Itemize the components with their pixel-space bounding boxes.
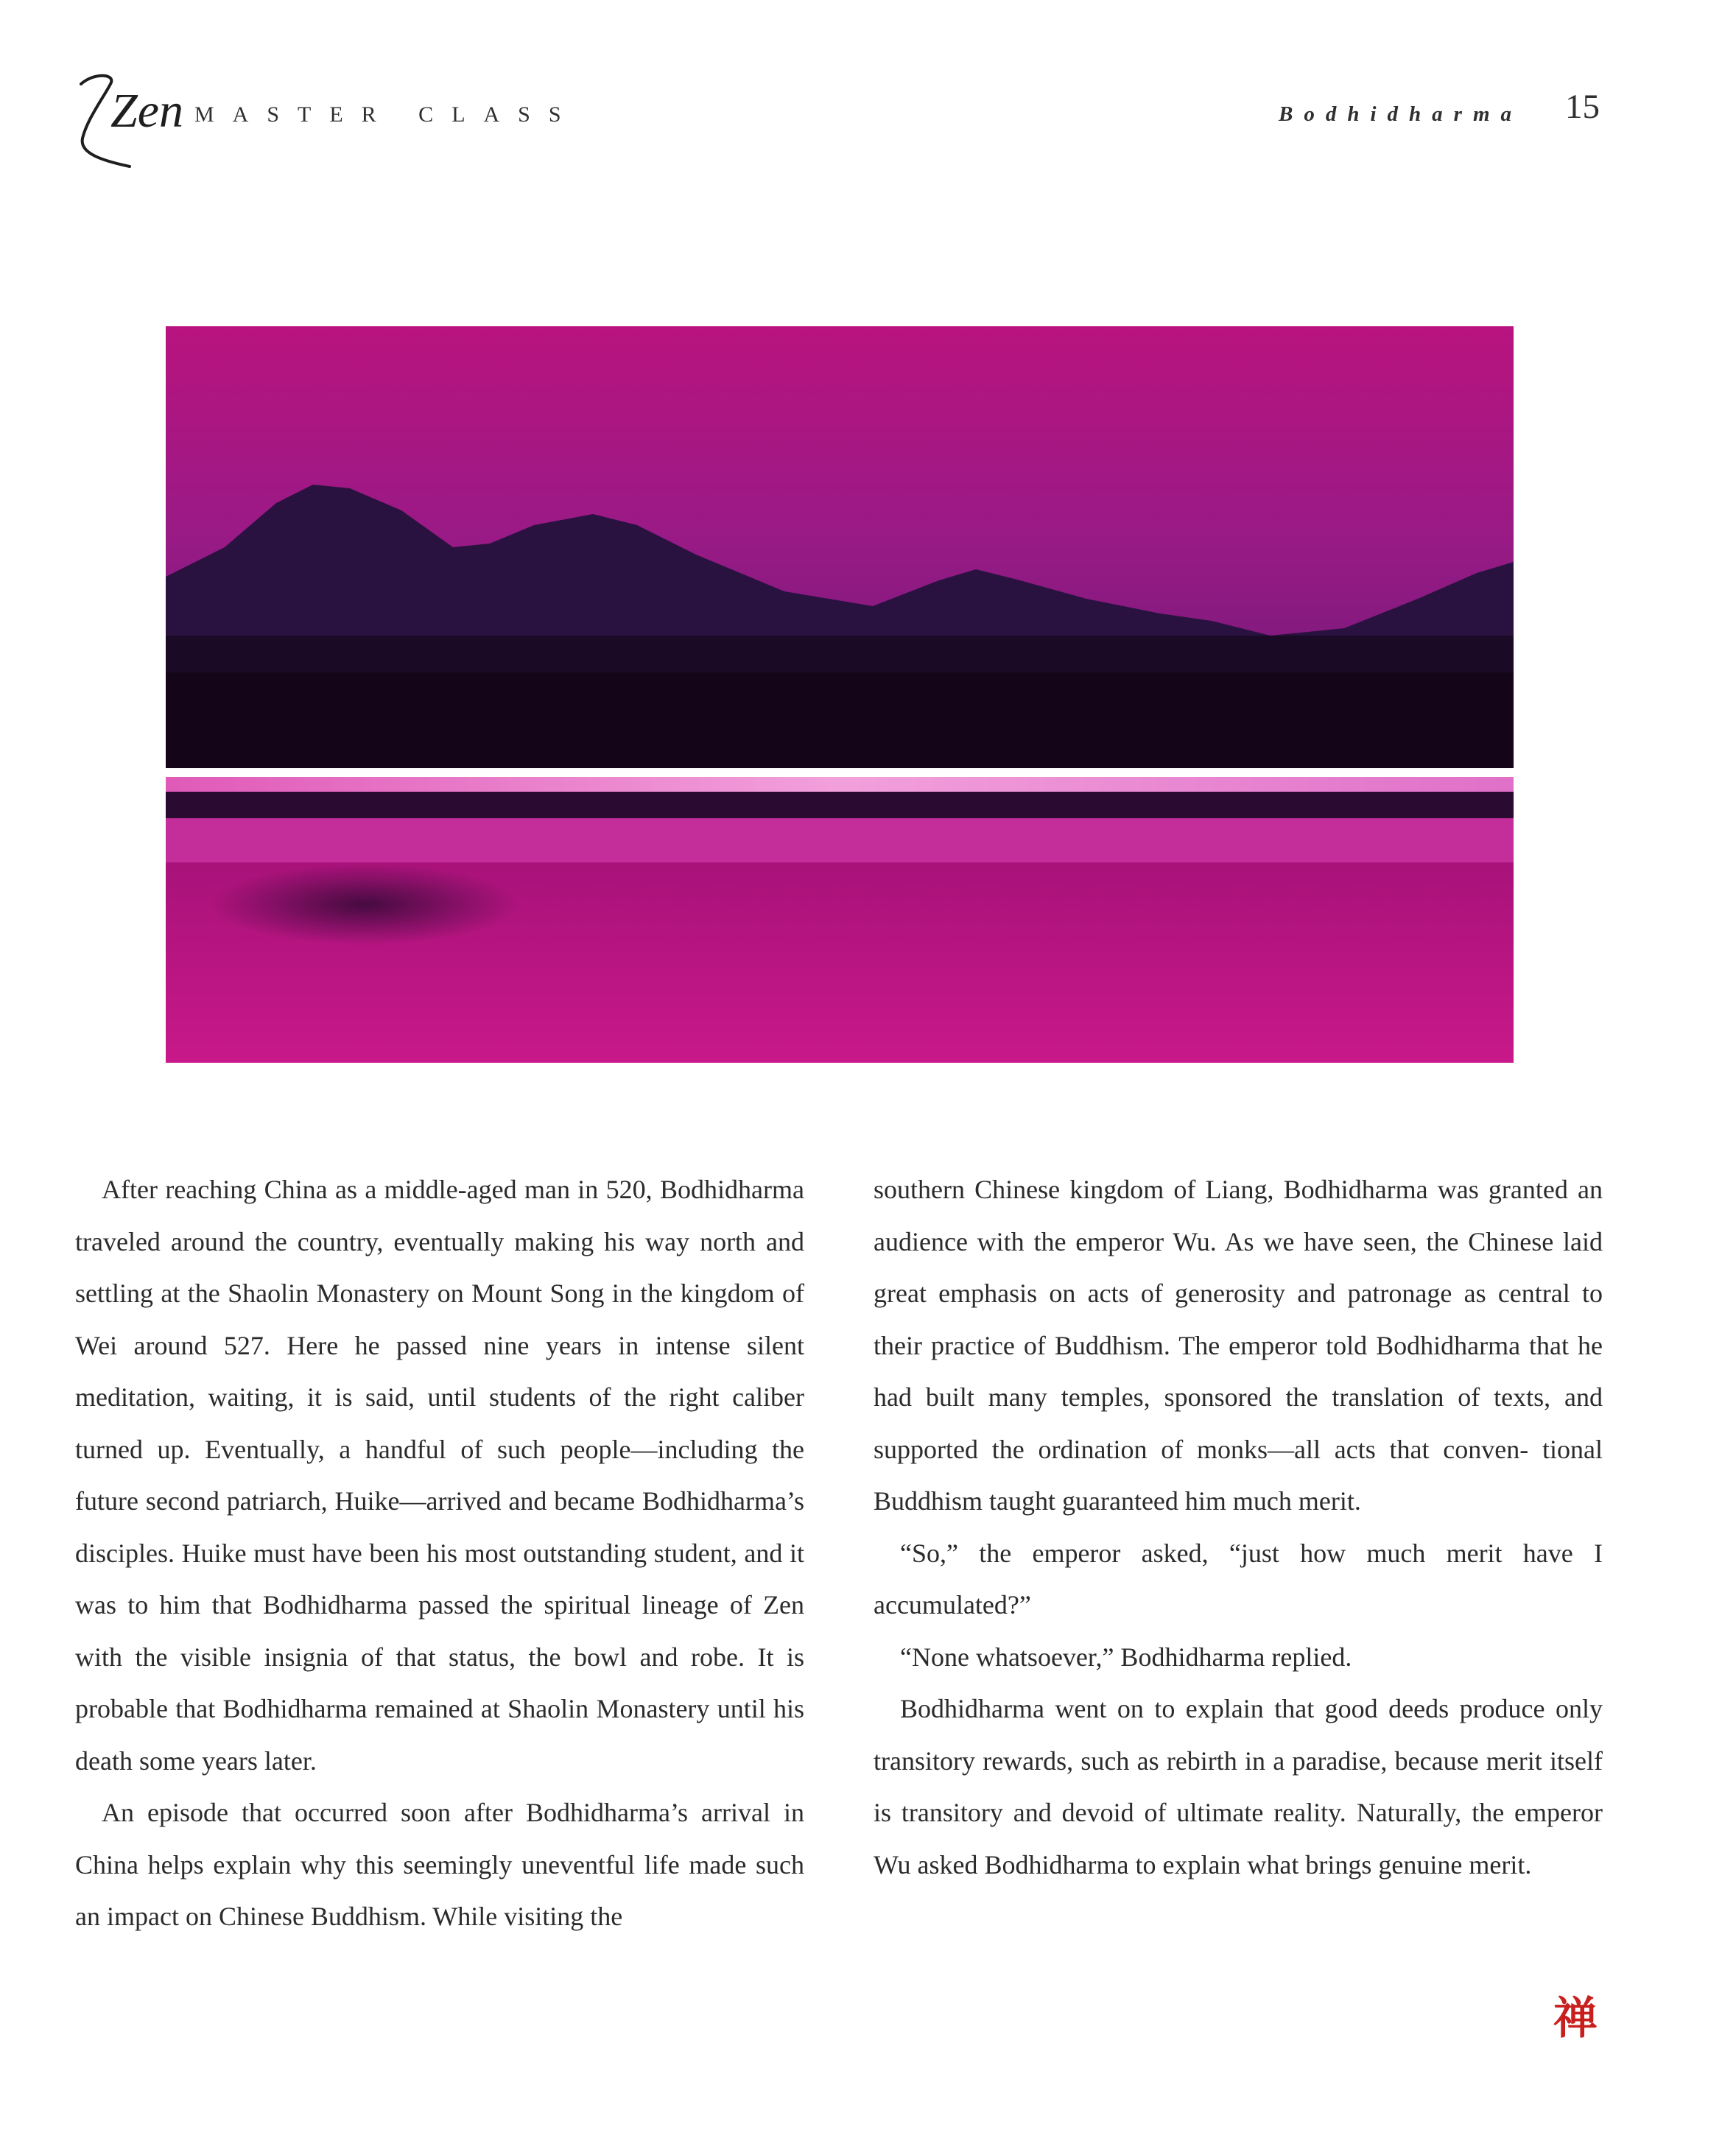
page-number: 15 [1565, 88, 1600, 126]
light-strip-2 [166, 818, 1514, 862]
series-title: MASTER CLASS [194, 102, 580, 127]
paragraph: “None whatsoever,” Bodhidharma replied. [900, 1642, 1352, 1672]
paragraph: After reaching China as a middle-aged man in 520, Bodhidharma traveled around the country, eventually making his way north and settling at the Shaolin Monastery on Mount Song in the kingdom of Wei around 527. Here he passed nine years in intense silent meditation, waiting, it is said, until students of the right caliber turned up. Eventually, a handful of such people—including the future second patriarch, Huike—arrived and became Bodhidharma’s disciples. Huike must have been his most outstanding student, and it was to him that Bodhidharma passed the spiritual lineage of Zen with the visible insignia of that status, the bowl and robe. It is probable that Bodhidharma remained at Shaolin Monastery until his death some years later. [75, 1175, 804, 1776]
far-water [166, 672, 1514, 768]
paragraph: Bodhidharma went on to explain that good deeds produce only transitory rewards, such as rebirth in a paradise, because merit itself is transitory and devoid of ultimate reality. Naturally, the emperor Wu asked Bodhidharma to explain what brings genuine merit. [874, 1694, 1603, 1880]
paragraph: “So,” the emperor asked, “just how much merit have I accumulated?” [874, 1538, 1603, 1620]
chapter-title: Bodhidharma [1279, 102, 1522, 126]
water-shadow [210, 864, 519, 945]
right-column [874, 1164, 1603, 1891]
left-column [75, 1164, 804, 1943]
paragraph: southern Chinese kingdom of Liang, Bodhidharma was granted an audience with the emperor Wu. As we have seen, the Chinese laid great emphasis on acts of generosity and patronage as central to their practice of Buddhism. The emperor told Bodhidharma that he had built many temples, sponsored the translation of texts, and supported the ordination of monks—all acts that conven- tional Buddhism taught guaranteed him much merit. [874, 1175, 1603, 1516]
zen-logo [72, 68, 183, 171]
paragraph: An episode that occurred soon after Bodhidharma’s arrival in China helps explain why this seemingly uneventful life made such an impact on Chinese Buddhism. While visiting the [75, 1798, 804, 1931]
zen-seal-icon [1551, 1991, 1600, 2042]
light-strip-1 [166, 777, 1514, 792]
dark-strip [166, 792, 1514, 818]
mountain-lake-photo [166, 326, 1514, 1063]
zen-seal-glyph: 禅 [1553, 1993, 1598, 2044]
zen-logo-letters: Zen [110, 84, 183, 138]
